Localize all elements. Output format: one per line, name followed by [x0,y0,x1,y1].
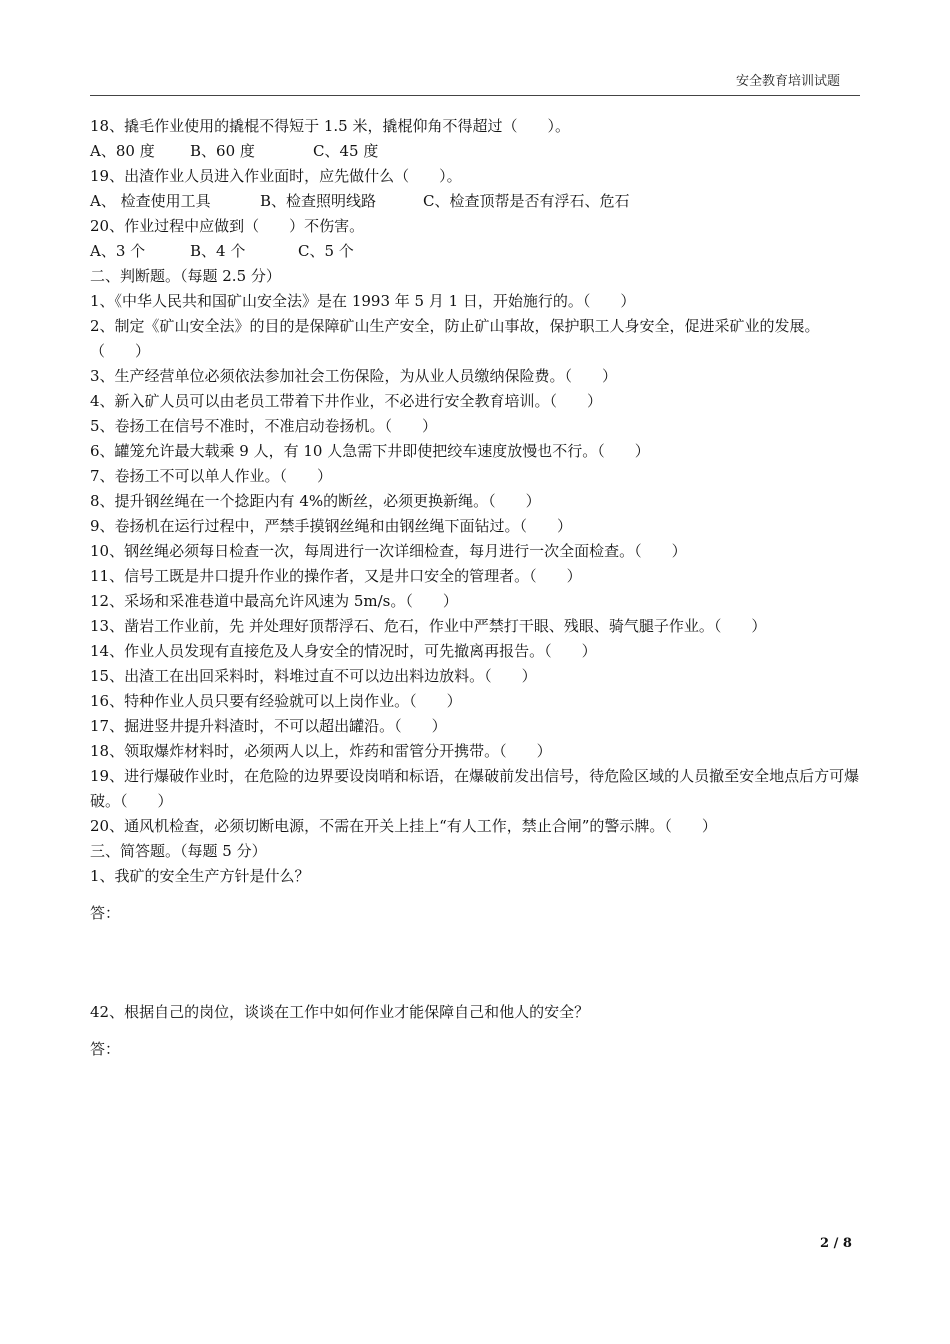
judgment-item-13: 13、凿岩工作业前，先 并处理好顶帮浮石、危石，作业中严禁打干眼、残眼、骑气腿子作业。（ ） [90,617,767,635]
judgment-item-15: 15、出渣工在出回采料时，料堆过直不可以边出料边放料。（ ） [90,667,537,685]
judgment-item-19: 19、进行爆破作业时，在危险的边界要设岗哨和标语，在爆破前发出信号，待危险区域的人员撤至安全地点后方可爆破。（ ） [90,767,860,810]
section-2-heading: 二、判断题。（每题 2.5 分） [90,267,281,285]
question-18-text: 18、撬毛作业使用的撬棍不得短于 1.5 米，撬棍仰角不得超过（ ）。 [90,117,570,135]
page-header-title: 安全教育培训试题 [735,74,840,89]
option-c: C、检查顶帮是否有浮石、危石 [423,192,630,210]
judgment-item-14: 14、作业人员发现有直接危及人身安全的情况时，可先撤离再报告。（ ） [90,642,597,660]
short-answer-question-1: 1、我矿的安全生产方针是什么？ [90,867,310,885]
question-20-options [90,239,860,264]
question-19-text: 19、出渣作业人员进入作业面时，应先做什么（ ）。 [90,167,462,185]
judgment-item-20: 20、通风机检查，必须切断电源，不需在开关上挂上“有人工作，禁止合闸”的警示牌。（ ） [90,817,717,835]
judgment-item-1: 1、《中华人民共和国矿山安全法》是在 1993 年 5 月 1 日，开始施行的。（ ） [90,292,636,310]
answer-label-1: 答： [90,904,121,922]
option-a: A、 检查使用工具 [90,192,211,210]
document-body [90,114,860,1062]
judgment-item-8: 8、提升钢丝绳在一个捻距内有 4%的断丝，必须更换新绳。（ ） [90,492,541,510]
judgment-item-3: 3、生产经营单位必须依法参加社会工伤保险，为从业人员缴纳保险费。（ ） [90,367,618,385]
judgment-item-7: 7、卷扬工不可以单人作业。（ ） [90,467,333,485]
judgment-item-9: 9、卷扬机在运行过程中，严禁手摸钢丝绳和由钢丝绳下面钻过。（ ） [90,517,573,535]
option-a: A、3 个 [90,242,146,260]
judgment-item-5: 5、卷扬工在信号不准时，不准启动卷扬机。（ ） [90,417,438,435]
question-20-text: 20、作业过程中应做到（ ）不伤害。 [90,217,365,235]
option-c: C、5 个 [298,242,354,260]
question-18-options [90,139,860,164]
judgment-item-2: 2、制定《矿山安全法》的目的是保障矿山生产安全，防止矿山事故，保护职工人身安全，促进采矿业的发展。（ ） [90,317,820,360]
question-19-options [90,189,860,214]
section-3-heading: 三、简答题。（每题 5 分） [90,842,267,860]
judgment-item-10: 10、钢丝绳必须每日检查一次，每周进行一次详细检查，每月进行一次全面检查。（ ） [90,542,687,560]
judgment-item-12: 12、采场和采准巷道中最高允许风速为 5m/s。（ ） [90,592,458,610]
page-number: 2 / 8 [820,1236,852,1251]
option-c: C、45 度 [313,142,379,160]
judgment-item-11: 11、信号工既是井口提升作业的操作者，又是井口安全的管理者。（ ） [90,567,582,585]
option-a: A、80 度 [90,142,155,160]
short-answer-question-2: 42、根据自己的岗位，谈谈在工作中如何作业才能保障自己和他人的安全？ [90,1003,590,1021]
judgment-item-4: 4、新入矿人员可以由老员工带着下井作业，不必进行安全教育培训。（ ） [90,392,603,410]
judgment-item-16: 16、特种作业人员只要有经验就可以上岗作业。（ ） [90,692,462,710]
judgment-item-6: 6、罐笼允许最大载乘 9 人，有 10 人急需下井即使把绞车速度放慢也不行。（ ） [90,442,650,460]
option-b: B、60 度 [190,142,255,160]
judgment-item-18: 18、领取爆炸材料时，必须两人以上，炸药和雷管分开携带。（ ） [90,742,552,760]
header-divider [90,95,860,96]
option-b: B、4 个 [190,242,246,260]
option-b: B、检查照明线路 [260,192,377,210]
judgment-item-17: 17、掘进竖井提升料渣时，不可以超出罐沿。（ ） [90,717,447,735]
answer-label-2: 答： [90,1040,121,1058]
